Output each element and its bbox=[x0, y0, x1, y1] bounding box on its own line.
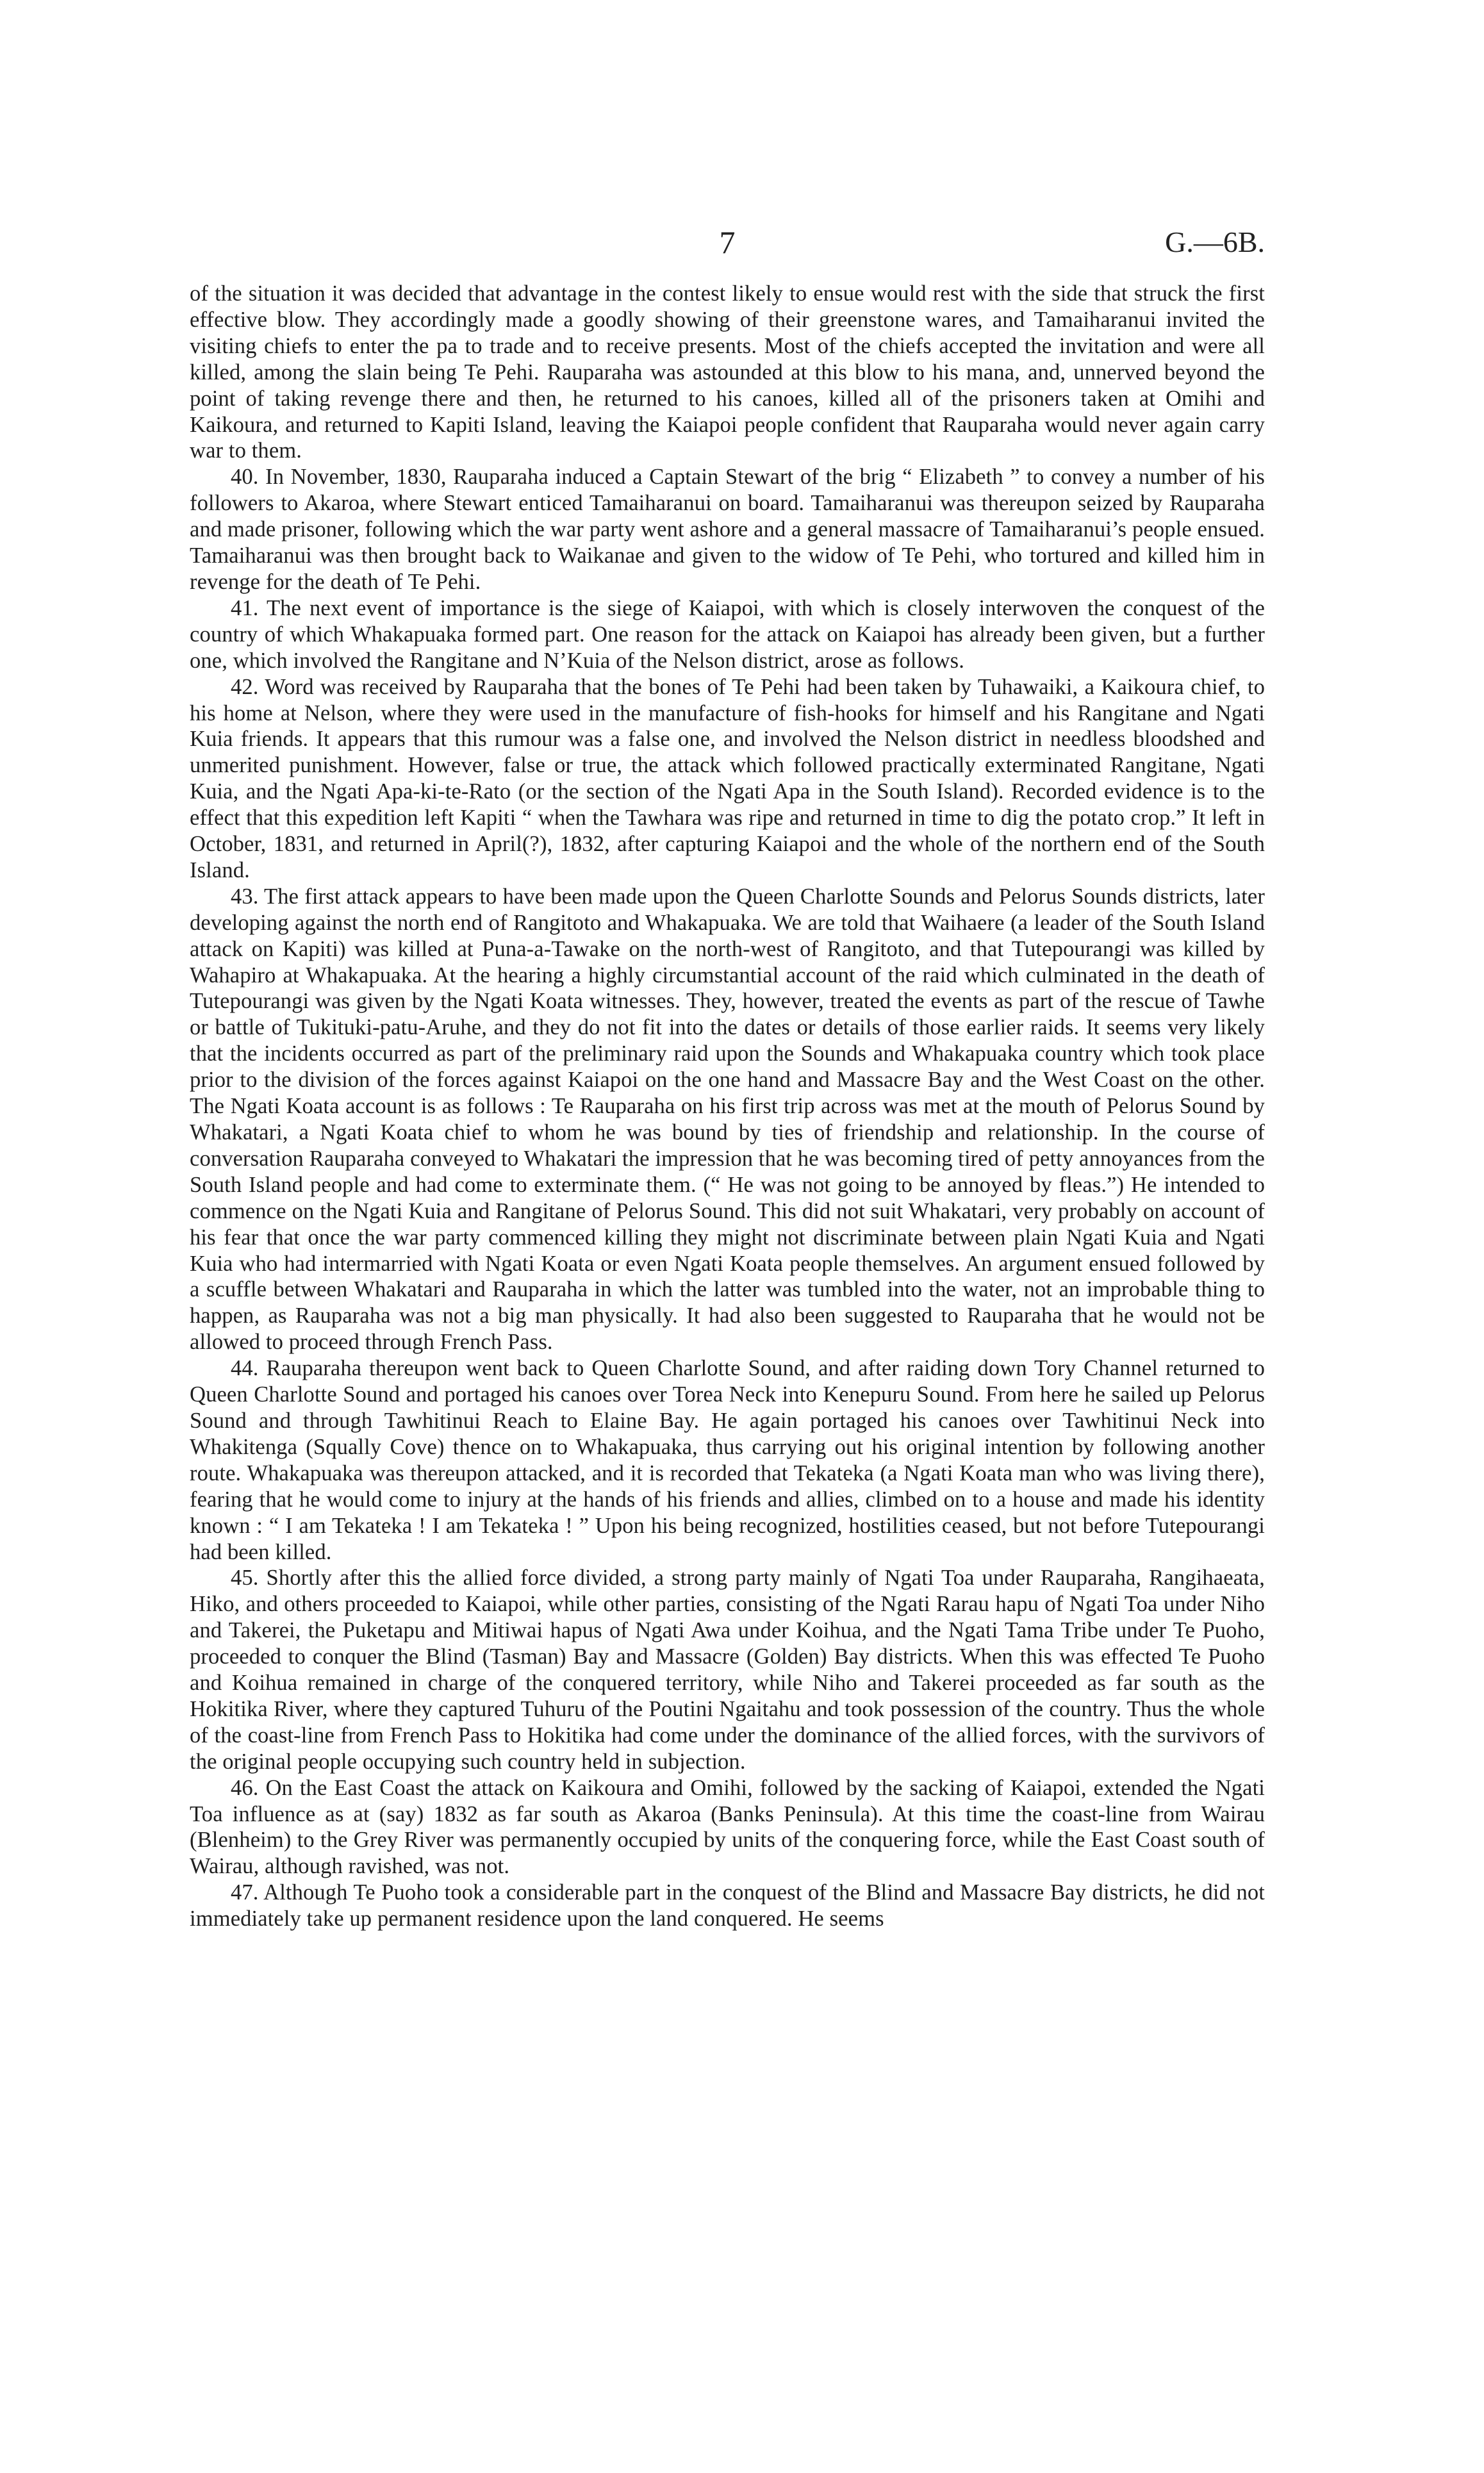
paragraph-46: 46. On the East Coast the attack on Kaikoura and Omihi, followed by the sacking of Kaiapoi, extended the Ngati Toa influence as at (say) 1832 as far south as Akaroa (Banks Peninsula). At this time the coast-line from Wairau (Blenheim) to the Grey River was permanently occupied by units of the conquering force, while the East Coast south of Wairau, although ravished, was not. bbox=[190, 1775, 1265, 1879]
paragraph-43: 43. The first attack appears to have been made upon the Queen Charlotte Sounds and Pelorus Sounds districts, later developing against the north end of Rangitoto and Whakapuaka. We are told that Waihaere (a leader of the South Island attack on Kapiti) was killed at Puna-a-Tawake on the north-west of Rangitoto, and that Tutepourangi was killed by Wahapiro at Whakapuaka. At the hearing a highly circumstantial account of the raid which culminated in the death of Tutepourangi was given by the Ngati Koata witnesses. They, however, treated the events as part of the rescue of Tawhe or battle of Tukituki-patu-Aruhe, and they do not fit into the dates or details of those earlier raids. It seems very likely that the incidents occurred as part of the preliminary raid upon the Sounds and Whakapuaka country which took place prior to the division of the forces against Kaiapoi on the one hand and Massacre Bay and the West Coast on the other. The Ngati Koata account is as follows : Te Rauparaha on his first trip across was met at the mouth of Pelorus Sound by Whakatari, a Ngati Koata chief to whom he was bound by ties of friendship and relationship. In the course of conversation Rauparaha conveyed to Whakatari the impression that he was becoming tired of petty annoyances from the South Island people and had come to exterminate them. (“ He was not going to be annoyed by fleas.”) He intended to commence on the Ngati Kuia and Rangitane of Pelorus Sound. This did not suit Whakatari, very probably on account of his fear that once the war party commenced killing they might not discriminate between plain Ngati Kuia and Ngati Kuia who had intermarried with Ngati Koata or even Ngati Koata people themselves. An argument ensued followed by a scuffle between Whakatari and Rauparaha in which the latter was tumbled into the water, not an improbable thing to happen, as Rauparaha was not a big man physically. It had also been suggested to Rauparaha that he would not be allowed to proceed through French Pass. bbox=[190, 884, 1265, 1355]
paragraph-continued: of the situation it was decided that advantage in the contest likely to ensue would rest with the side that struck the first effective blow. They accordingly made a goodly showing of their greenstone wares, and Tamaiharanui invited the visiting chiefs to enter the pa to trade and to receive presents. Most of the chiefs accepted the invitation and were all killed, among the slain being Te Pehi. Rauparaha was astounded at this blow to his mana, and, unnerved beyond the point of taking revenge there and then, he returned to his canoes, killed all of the prisoners taken at Omihi and Kaikoura, and returned to Kapiti Island, leaving the Kaiapoi people confident that Rauparaha would never again carry war to them. bbox=[190, 281, 1265, 463]
page-number: 7 bbox=[719, 224, 736, 260]
paragraph-41: 41. The next event of importance is the siege of Kaiapoi, with which is closely interwoven the conquest of the country of which Whakapuaka formed part. One reason for the attack on Kaiapoi has already been given, but a further one, which involved the Rangitane and N’Kuia of the Nelson district, arose as follows. bbox=[190, 595, 1265, 673]
page-header bbox=[190, 223, 1265, 261]
body-text bbox=[190, 281, 1265, 1932]
paragraph-45: 45. Shortly after this the allied force divided, a strong party mainly of Ngati Toa under Rauparaha, Rangihaeata, Hiko, and others proceeded to Kaiapoi, while other parties, consisting of the Ngati Rarau hapu of Ngati Toa under Niho and Takerei, the Puketapu and Mitiwai hapus of Ngati Awa under Koihua, and the Ngati Tama Tribe under Te Puoho, proceeded to conquer the Blind (Tasman) Bay and Massacre (Golden) Bay districts. When this was effected Te Puoho and Koihua remained in charge of the conquered territory, while Niho and Takerei proceeded as far south as the Hokitika River, where they captured Tuhuru of the Poutini Ngaitahu and took possession of the country. Thus the whole of the coast-line from French Pass to Hokitika had come under the dominance of the allied forces, with the survivors of the original people occupying such country held in subjection. bbox=[190, 1566, 1265, 1774]
paragraph-47: 47. Although Te Puoho took a considerable part in the conquest of the Blind and Massacre Bay districts, he did not immediately take up permanent residence upon the land conquered. He seems bbox=[190, 1880, 1265, 1931]
paragraph-42: 42. Word was received by Rauparaha that the bones of Te Pehi had been taken by Tuhawaiki, a Kaikoura chief, to his home at Nelson, where they were used in the manufacture of fish-hooks for himself and his Rangitane and Ngati Kuia friends. It appears that this rumour was a false one, and involved the Nelson district in needless bloodshed and unmerited punishment. However, false or true, the attack which followed practically exterminated Rangitane, Ngati Kuia, and the Ngati Apa-ki-te-Rato (or the section of the Ngati Apa in the South Island). Recorded evidence is to the effect that this expedition left Kapiti “ when the Tawhara was ripe and returned in time to dig the potato crop.” It left in October, 1831, and returned in April(?), 1832, after capturing Kaiapoi and the whole of the northern end of the South Island. bbox=[190, 674, 1265, 882]
document-reference: G.—6B. bbox=[1165, 226, 1265, 258]
paragraph-44: 44. Rauparaha thereupon went back to Queen Charlotte Sound, and after raiding down Tory Channel returned to Queen Charlotte Sound and portaged his canoes over Torea Neck into Kenepuru Sound. From here he sailed up Pelorus Sound and through Tawhitinui Reach to Elaine Bay. He again portaged his canoes over Tawhitinui Neck into Whakitenga (Squally Cove) thence on to Whakapuaka, thus carrying out his original intention by following another route. Whakapuaka was thereupon attacked, and it is recorded that Tekateka (a Ngati Koata man who was living there), fearing that he would come to injury at the hands of his friends and allies, climbed on to a house and made his identity known : “ I am Tekateka ! I am Tekateka ! ” Upon his being recognized, hostilities ceased, but not before Tutepourangi had been killed. bbox=[190, 1356, 1265, 1564]
paragraph-40: 40. In November, 1830, Rauparaha induced a Captain Stewart of the brig “ Elizabeth ” to convey a number of his followers to Akaroa, where Stewart enticed Tamaiharanui on board. Tamaiharanui was thereupon seized by Rauparaha and made prisoner, following which the war party went ashore and a general massacre of Tamaiharanui’s people ensued. Tamaiharanui was then brought back to Waikanae and given to the widow of Te Pehi, who tortured and killed him in revenge for the death of Te Pehi. bbox=[190, 465, 1265, 594]
